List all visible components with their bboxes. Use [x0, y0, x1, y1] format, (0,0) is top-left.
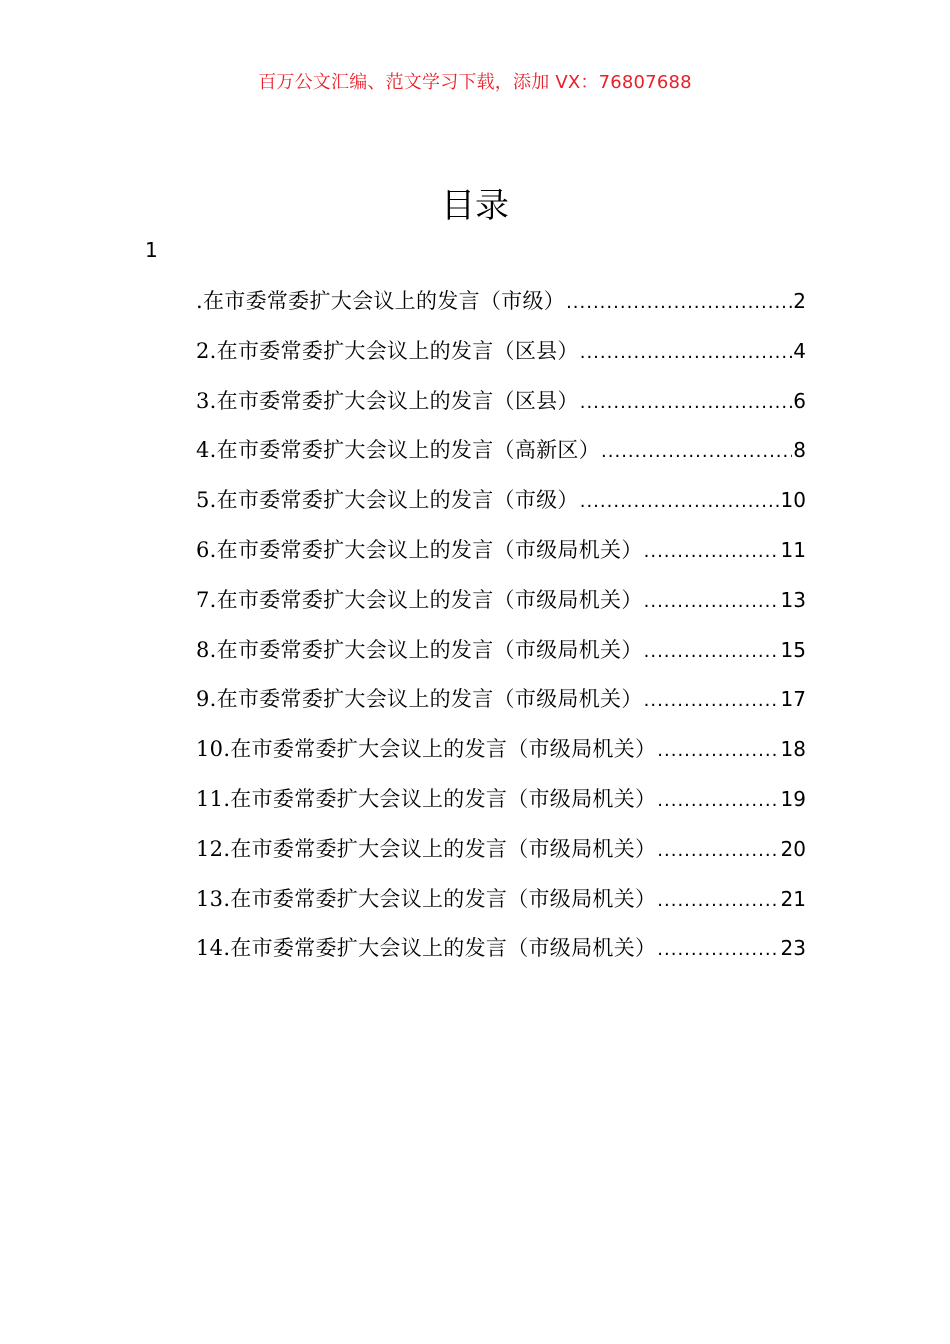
page-title: 目录: [441, 186, 509, 226]
toc-entry-page: 11: [780, 537, 806, 562]
toc-leader-dots: [644, 641, 780, 662]
toc-entry-page: 19: [780, 786, 806, 811]
toc-entry[interactable]: [196, 833, 806, 883]
toc-entry-page: 21: [780, 886, 806, 911]
toc-leader-dots: [657, 740, 779, 761]
toc-entry[interactable]: [196, 733, 806, 783]
toc-entry-page: 6: [793, 388, 806, 413]
header-note: 百万公文汇编、范文学习下载，添加 VX：76807688: [258, 72, 692, 93]
toc-entry-page: 17: [780, 687, 806, 712]
toc-leader-dots: [644, 591, 780, 612]
toc-entry-title: 2.在市委常委扩大会议上的发言（区县）: [196, 338, 579, 363]
toc-entry-title: 10.在市委常委扩大会议上的发言（市级局机关）: [196, 737, 657, 762]
toc-entry[interactable]: [196, 783, 806, 833]
toc-leader-dots: [644, 690, 780, 711]
toc-entry-title: 5.在市委常委扩大会议上的发言（市级）: [196, 488, 579, 513]
stray-number: 1: [145, 238, 158, 262]
toc-entry-title: 14.在市委常委扩大会议上的发言（市级局机关）: [196, 936, 657, 961]
toc-entry-page: 10: [780, 488, 806, 513]
toc-entry-page: 8: [793, 438, 806, 463]
toc-entry[interactable]: [196, 484, 806, 534]
toc-entry-page: 4: [793, 338, 806, 363]
toc-entry-title: 6.在市委常委扩大会议上的发言（市级局机关）: [196, 537, 643, 562]
toc-leader-dots: [644, 541, 780, 562]
toc-entry-page: 20: [780, 836, 806, 861]
toc-entry-title: 12.在市委常委扩大会议上的发言（市级局机关）: [196, 836, 657, 861]
toc-entry[interactable]: [196, 335, 806, 385]
toc-entry[interactable]: [196, 285, 806, 335]
toc-leader-dots: [657, 840, 779, 861]
toc-entry-page: 15: [780, 637, 806, 662]
toc-entry[interactable]: [196, 932, 806, 982]
toc-entry-title: 3.在市委常委扩大会议上的发言（区县）: [196, 388, 579, 413]
table-of-contents: [196, 285, 806, 982]
toc-entry-title: 4.在市委常委扩大会议上的发言（高新区）: [196, 438, 601, 463]
toc-entry-title: 8.在市委常委扩大会议上的发言（市级局机关）: [196, 637, 643, 662]
toc-entry-page: 13: [780, 587, 806, 612]
toc-leader-dots: [657, 939, 779, 960]
toc-leader-dots: [657, 790, 779, 811]
toc-entry-title: 11.在市委常委扩大会议上的发言（市级局机关）: [196, 786, 657, 811]
toc-entry-title: 9.在市委常委扩大会议上的发言（市级局机关）: [196, 687, 643, 712]
toc-leader-dots: [566, 292, 792, 313]
toc-entry[interactable]: [196, 385, 806, 435]
toc-entry[interactable]: [196, 634, 806, 684]
toc-entry[interactable]: [196, 584, 806, 634]
toc-leader-dots: [580, 491, 780, 512]
toc-entry[interactable]: [196, 683, 806, 733]
toc-entry[interactable]: [196, 434, 806, 484]
toc-entry-page: 18: [780, 737, 806, 762]
toc-entry-title: .在市委常委扩大会议上的发言（市级）: [196, 289, 566, 313]
toc-entry[interactable]: [196, 883, 806, 933]
toc-entry-title: 7.在市委常委扩大会议上的发言（市级局机关）: [196, 587, 643, 612]
toc-entry-page: 23: [780, 936, 806, 961]
toc-leader-dots: [580, 392, 793, 413]
toc-leader-dots: [580, 342, 793, 363]
toc-entry-page: 2: [793, 289, 806, 313]
toc-leader-dots: [601, 441, 792, 462]
toc-leader-dots: [657, 890, 779, 911]
toc-entry-title: 13.在市委常委扩大会议上的发言（市级局机关）: [196, 886, 657, 911]
toc-entry[interactable]: [196, 534, 806, 584]
